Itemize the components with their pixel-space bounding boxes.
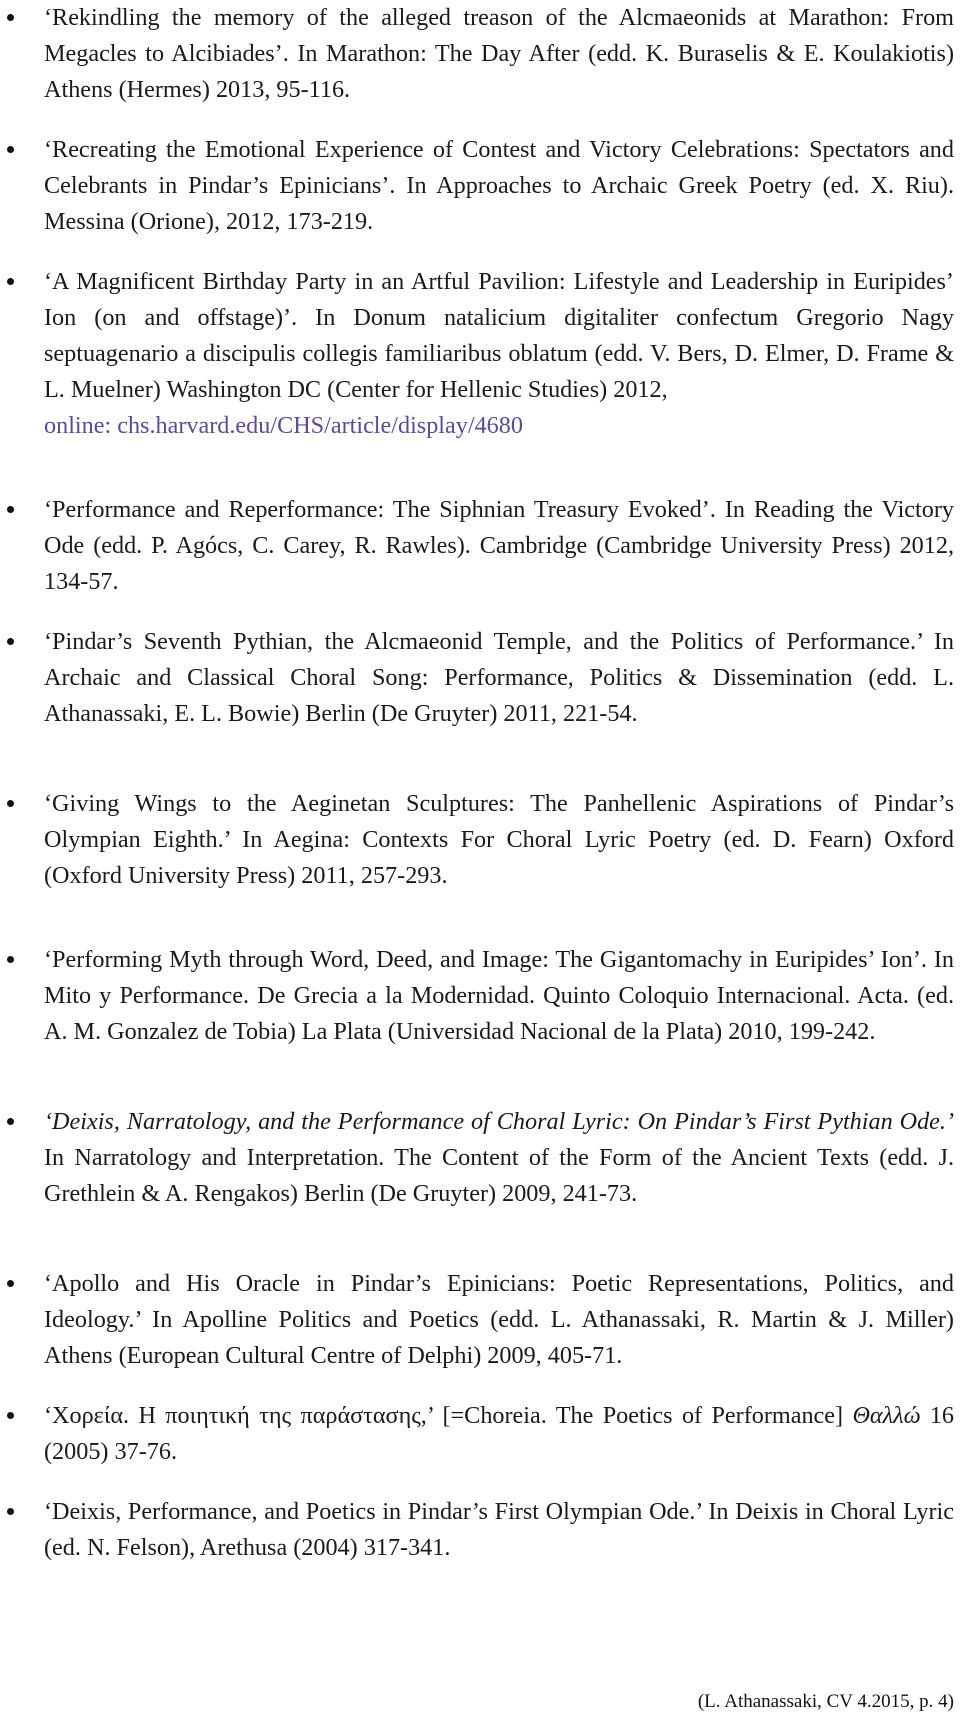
citation-segment: ‘Recreating the Emotional Experience of Contest and Victory Celebrations: Spectators and Celebrants in Pindar’s Epinicians’. In Approaches to Archaic Greek Poetry (ed. X. Riu). Messina (Orione), 2012, 173-219.	[44, 136, 954, 235]
bullet-icon	[7, 956, 14, 963]
bullet-icon	[7, 1280, 14, 1287]
citation-text	[44, 786, 954, 894]
citation-text	[44, 0, 954, 108]
bullet-icon	[7, 638, 14, 645]
citation-text	[44, 492, 954, 600]
bullet-icon	[7, 1412, 14, 1419]
citation-segment: ‘Giving Wings to the Aeginetan Sculptures: The Panhellenic Aspirations of Pindar’s Olympian Eighth.’ In Aegina: Contexts For Choral Lyric Poetry (ed. D. Fearn) Oxford (Oxford University Press) 2011, 257-293.	[44, 790, 954, 889]
bullet-icon	[7, 506, 14, 513]
bullet-icon	[7, 146, 14, 153]
online-link[interactable]: online: chs.harvard.edu/CHS/article/display/4680	[44, 412, 523, 439]
citation-text	[44, 1104, 954, 1212]
citation-segment: In Narratology and Interpretation. The Content of the Form of the Ancient Texts (edd. J. Grethlein & A. Rengakos) Berlin (De Gruyter) 2009, 241-73.	[44, 1144, 954, 1207]
bullet-icon	[7, 800, 14, 807]
citation-segment: ‘Apollo and His Oracle in Pindar’s Epinicians: Poetic Representations, Politics, and Ideology.’ In Apolline Politics and Poetics (edd. L. Athanassaki, R. Martin & J. Miller) Athens (European Cultural Centre of Delphi) 2009, 405-71.	[44, 1270, 954, 1369]
italic-title: ‘Deixis, Narratology, and the Performance of Choral Lyric: On Pindar’s First Pythian Ode.’	[44, 1108, 954, 1135]
bullet-icon	[7, 1118, 14, 1125]
citation-text	[44, 264, 954, 444]
citation-text	[44, 942, 954, 1050]
citation-segment: ‘Deixis, Performance, and Poetics in Pindar’s First Olympian Ode.’ In Deixis in Choral Lyric (ed. N. Felson), Arethusa (2004) 317-341.	[44, 1498, 954, 1561]
bullet-icon	[7, 278, 14, 285]
bullet-icon	[7, 14, 14, 21]
citation-text	[44, 1494, 954, 1566]
citation-segment: ‘Pindar’s Seventh Pythian, the Alcmaeonid Temple, and the Politics of Performance.’ In Archaic and Classical Choral Song: Performance, Politics & Dissemination (edd. L. Athanassaki, E. L. Bowie) Berlin (De Gruyter) 2011, 221-54.	[44, 628, 954, 727]
citation-segment: 16 (2005) 37-76.	[44, 1402, 955, 1465]
citation-text	[44, 1398, 954, 1470]
bullet-icon	[7, 1508, 14, 1515]
citation-segment: ‘Performance and Reperformance: The Siphnian Treasury Evoked’. In Reading the Victory Ode (edd. P. Agócs, C. Carey, R. Rawles). Cambridge (Cambridge University Press) 2012, 134-57.	[44, 496, 954, 595]
citation-text	[44, 624, 954, 732]
citation-segment: ‘A Magnificent Birthday Party in an Artful Pavilion: Lifestyle and Leadership in Euripides’ Ion (on and offstage)’. In Donum natalicium digitaliter confectum Gregorio Nagy septuagenario a discipulis collegis familiaribus oblatum (edd. V. Bers, D. Elmer, D. Frame & L. Muelner) Washington DC (Center for Hellenic Studies) 2012,	[44, 268, 954, 403]
citation-text	[44, 1266, 954, 1374]
citation-text	[44, 132, 954, 240]
italic-title: Θαλλώ	[852, 1402, 921, 1429]
citation-segment: ‘Performing Myth through Word, Deed, and Image: The Gigantomachy in Euripides’ Ion’. In Mito y Performance. De Grecia a la Modernidad. Quinto Coloquio Internacional. Acta. (ed. A. M. Gonzalez de Tobia) La Plata (Universidad Nacional de la Plata) 2010, 199-242.	[44, 946, 954, 1045]
page-footer: (L. Athanassaki, CV 4.2015, p. 4)	[697, 1691, 954, 1712]
citation-segment: ‘Χορεία. Η ποιητική της παράστασης,’ [=Choreia. The Poetics of Performance]	[44, 1402, 853, 1429]
citation-segment: ‘Rekindling the memory of the alleged treason of the Alcmaeonids at Marathon: From Megacles to Alcibiades’. In Marathon: The Day After (edd. K. Buraselis & E. Koulakiotis) Athens (Hermes) 2013, 95-116.	[44, 4, 954, 103]
